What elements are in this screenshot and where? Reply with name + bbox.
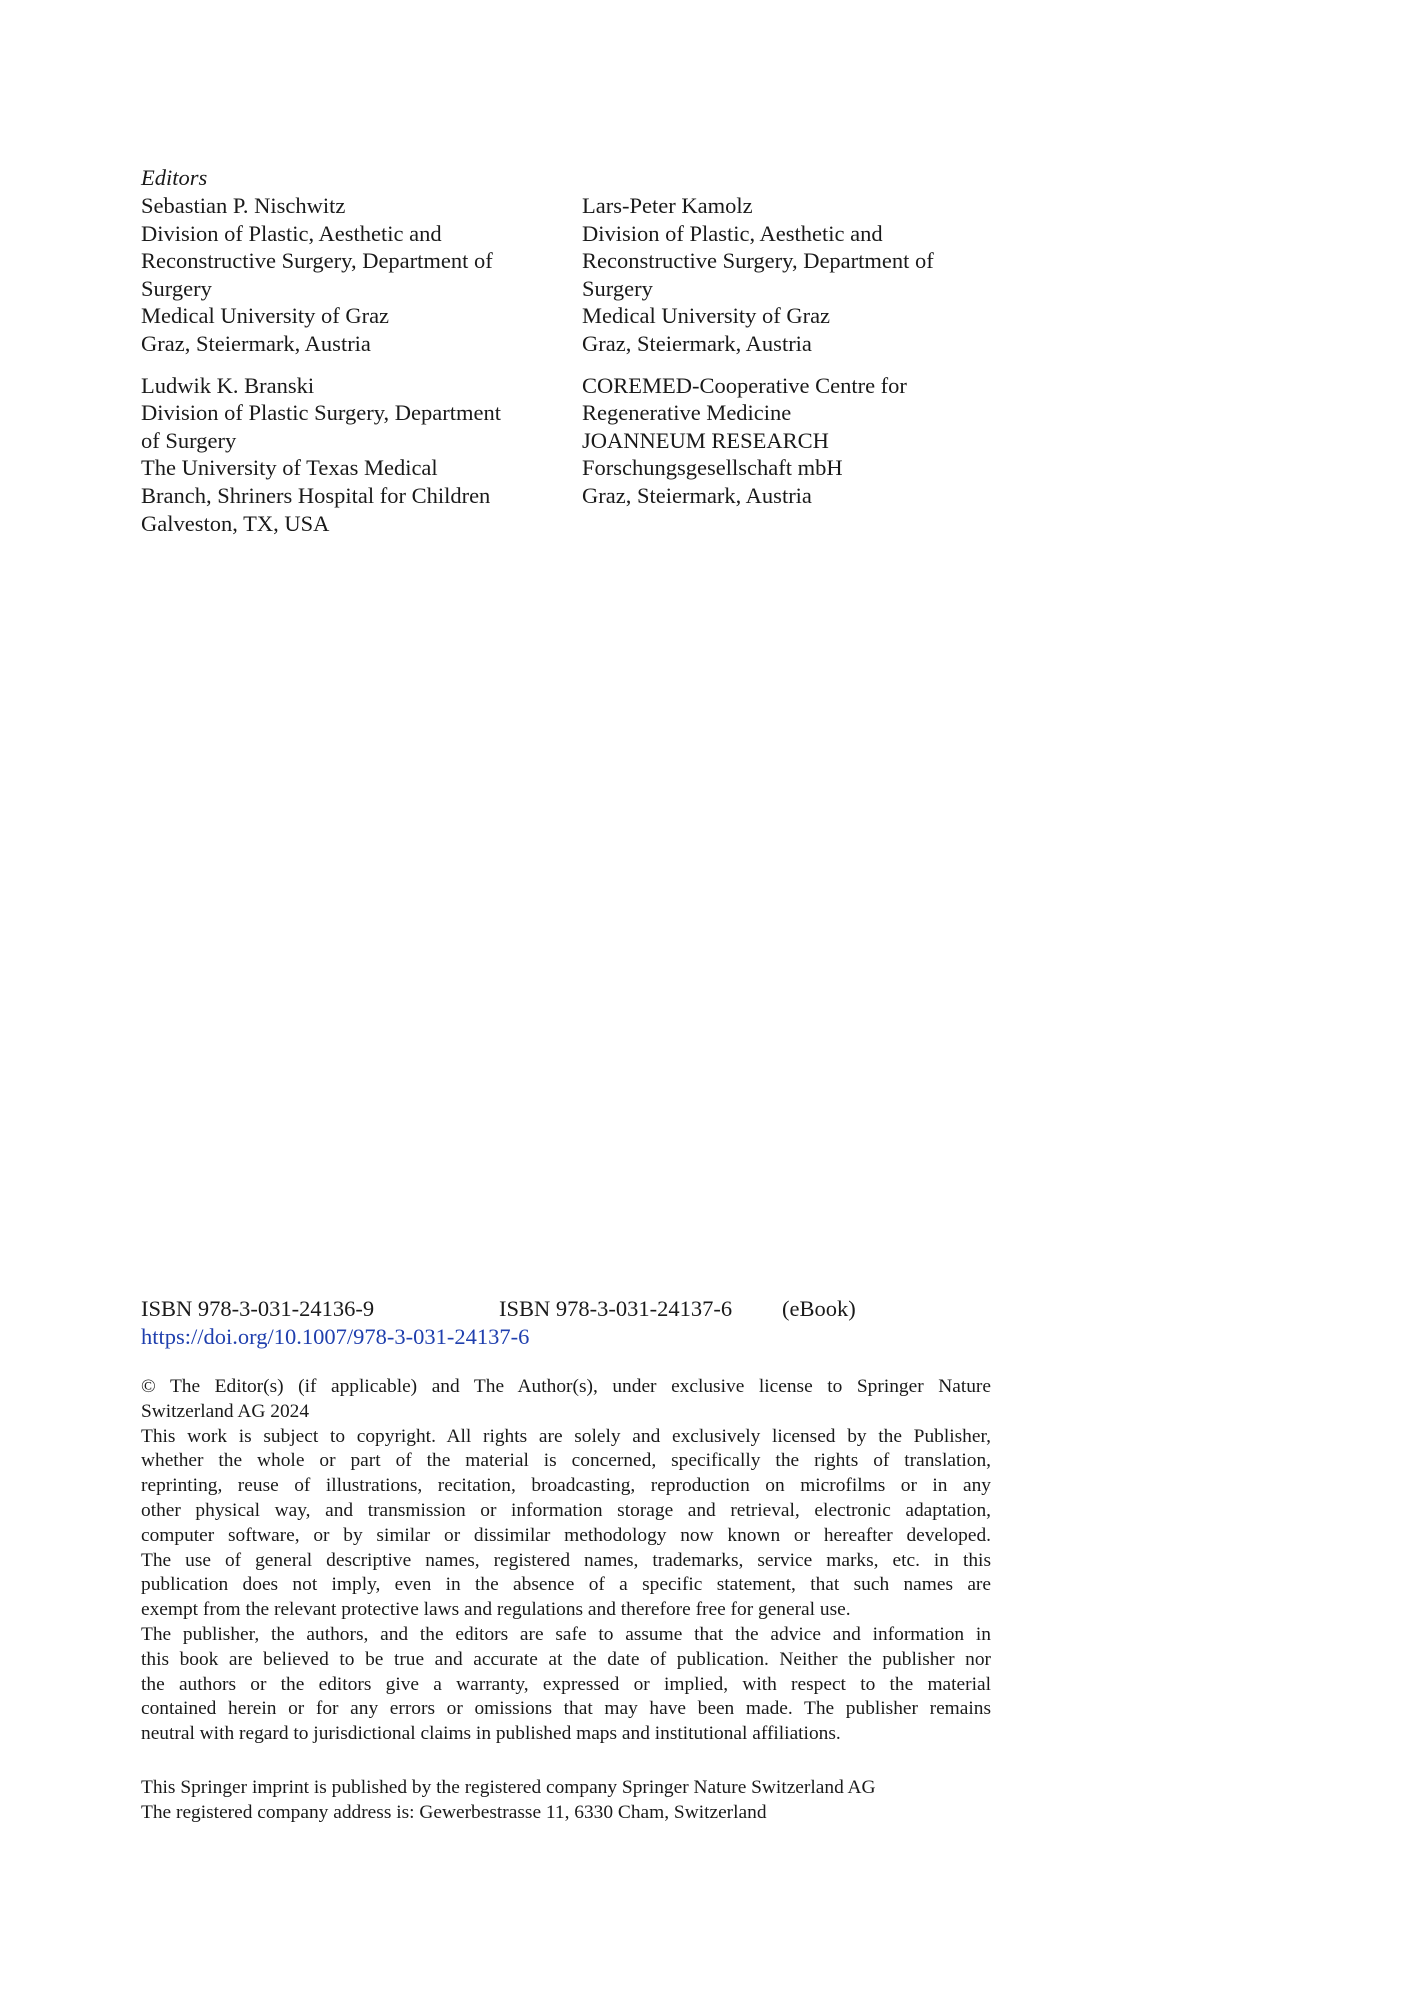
isbn-print: ISBN 978-3-031-24136-9 [141, 1296, 375, 1321]
editor-affiliation-line: Regenerative Medicine [582, 400, 792, 426]
legal-line: Switzerland AG 2024 [141, 1400, 310, 1422]
doi-link[interactable]: https://doi.org/10.1007/978-3-031-24137-6 [141, 1324, 530, 1349]
legal-line: the authors or the editors give a warranty, expressed or implied, with respect to the material [141, 1673, 991, 1695]
editor-affiliation-line: Medical University of Graz [582, 303, 831, 329]
editor-affiliation-line: Division of Plastic, Aesthetic and [582, 220, 883, 246]
editors-left-column [141, 192, 561, 551]
legal-line: this book are believed to be true and accurate at the date of publication. Neither the publisher nor [141, 1648, 991, 1670]
legal-line: This work is subject to copyright. All rights are solely and exclusively licensed by the Publisher, [141, 1425, 991, 1447]
imprint-notice [141, 1776, 876, 1826]
editor-affiliation-line: The University of Texas Medical [141, 455, 438, 481]
legal-line: © The Editor(s) (if applicable) and The Author(s), under exclusive license to Springer Nature [141, 1376, 991, 1397]
editor-block [582, 192, 1002, 358]
editor-affiliation-line: Medical University of Graz [141, 303, 390, 329]
editors-right-column [582, 192, 1002, 524]
imprint-line: This Springer imprint is published by the registered company Springer Nature Switzerland AG [141, 1777, 876, 1798]
editor-affiliation-line: Surgery [141, 275, 212, 301]
editor-block [582, 372, 1002, 510]
editor-affiliation-line: of Surgery [141, 427, 237, 453]
editors-label: Editors [141, 165, 208, 190]
legal-line: contained herein or for any errors or omissions that may have been made. The publisher remains [141, 1698, 991, 1720]
legal-line: whether the whole or part of the material is concerned, specifically the rights of translation, [141, 1450, 991, 1472]
legal-line: exempt from the relevant protective laws and regulations and therefore free for general use. [141, 1599, 851, 1621]
legal-line: other physical way, and transmission or information storage and retrieval, electronic adaptation, [141, 1499, 991, 1521]
isbn-row [141, 1295, 856, 1322]
legal-line: The use of general descriptive names, registered names, trademarks, service marks, etc. in this [141, 1549, 991, 1571]
editor-name: Sebastian P. Nischwitz [141, 193, 346, 218]
editor-affiliation-line: COREMED-Cooperative Centre for [582, 372, 907, 398]
editor-block [141, 192, 561, 358]
legal-line: reprinting, reuse of illustrations, recitation, broadcasting, reproduction on microfilms or in any [141, 1475, 991, 1497]
editor-affiliation-line: Galveston, TX, USA [141, 510, 330, 536]
isbn-ebook: ISBN 978-3-031-24137-6 [499, 1296, 733, 1321]
isbn-ebook-note: (eBook) [782, 1296, 856, 1321]
editor-name: Lars-Peter Kamolz [582, 193, 753, 218]
editor-affiliation-line: Forschungsgesellschaft mbH [582, 455, 843, 481]
legal-line: computer software, or by similar or dissimilar methodology now known or hereafter developed. [141, 1524, 991, 1546]
editor-block [141, 372, 561, 538]
editor-affiliation-line: JOANNEUM RESEARCH [582, 427, 829, 453]
editor-affiliation-line: Surgery [582, 275, 653, 301]
editor-affiliation-line: Reconstructive Surgery, Department of [141, 248, 493, 274]
editor-affiliation-line: Division of Plastic, Aesthetic and [141, 220, 442, 246]
legal-line: publication does not imply, even in the absence of a specific statement, that such names are [141, 1574, 991, 1596]
editor-affiliation-line: Graz, Steiermark, Austria [141, 330, 371, 356]
editor-affiliation-line: Division of Plastic Surgery, Department [141, 400, 501, 426]
imprint-line: The registered company address is: Gewerbestrasse 11, 6330 Cham, Switzerland [141, 1801, 767, 1823]
editor-affiliation-line: Reconstructive Surgery, Department of [582, 248, 934, 274]
editor-name: Ludwik K. Branski [141, 372, 315, 398]
editor-affiliation-line: Graz, Steiermark, Austria [582, 330, 812, 356]
copyright-notice [141, 1375, 991, 1747]
legal-line: The publisher, the authors, and the editors are safe to assume that the advice and information in [141, 1623, 991, 1645]
editor-affiliation-line: Branch, Shriners Hospital for Children [141, 482, 491, 508]
editor-affiliation-line: Graz, Steiermark, Austria [582, 482, 812, 508]
legal-line: neutral with regard to jurisdictional claims in published maps and institutional affiliations. [141, 1723, 841, 1745]
